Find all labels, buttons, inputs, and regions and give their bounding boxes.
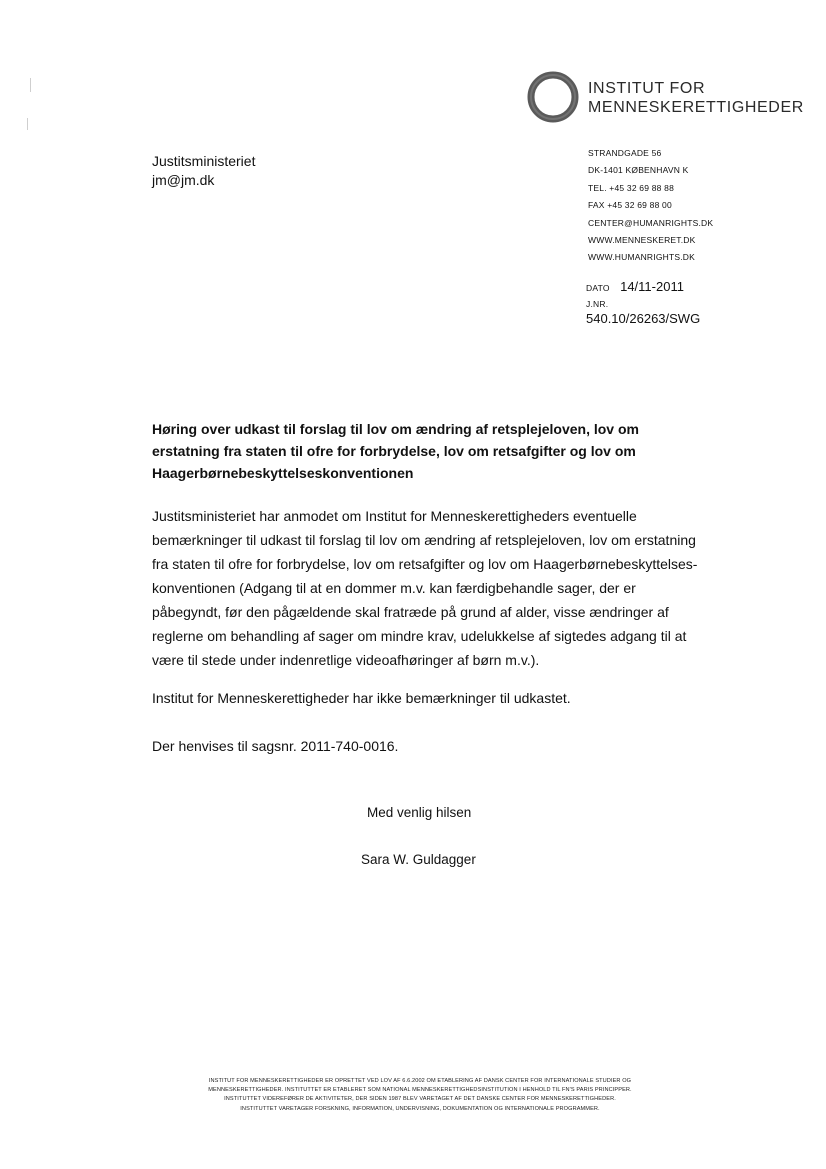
jnr-label: J.NR. xyxy=(586,299,609,309)
body-line: konventionen (Adgang til at en dommer m.v. kan færdigbehandle sager, der er xyxy=(152,580,636,596)
letter-meta xyxy=(586,278,700,326)
date-value: 14/11-2011 xyxy=(620,279,684,294)
address-fax: FAX +45 32 69 88 00 xyxy=(588,200,672,211)
body-line: påbegyndt, før den pågældende skal fratræde på grund af alder, visse ændringer af xyxy=(152,604,669,620)
logo-line-1: INSTITUT FOR xyxy=(588,80,706,97)
address-email: CENTER@HUMANRIGHTS.DK xyxy=(588,217,714,228)
sender-address-block xyxy=(588,145,713,267)
jnr-value: 540.10/26263/SWG xyxy=(586,311,701,326)
closing-salutation: Med venlig hilsen xyxy=(367,805,472,820)
footer-line: INSTITUTTET VIDEREFØRER DE AKTIVITETER, DER SIDEN 1987 BLEV VARETAGET AF DET DANSKE CENTER FOR MENNESKERETTIGHEDER. xyxy=(224,1096,616,1103)
body-line: være til stede under indenretlige videoafhøringer af børn m.v.). xyxy=(152,652,540,668)
recipient-email: jm@jm.dk xyxy=(152,172,215,188)
recipient-block xyxy=(152,152,255,190)
body-paragraph-3: Der henvises til sagsnr. 2011-740-0016. xyxy=(152,738,399,754)
footer-line: INSTITUTTET VARETAGER FORSKNING, INFORMATION, UNDERVISNING, DOKUMENTATION OG INTERNATIONALE PROGRAMMER. xyxy=(240,1105,600,1112)
date-label: DATO xyxy=(586,283,610,293)
letter-subject: Høring over udkast til forslag til lov om ændring af retsplejeloven, lov om erstatning fra staten til ofre for forbrydelse, lov om retsafgifter og lov om Haagerbørnebeskyttelseskonventionen xyxy=(152,421,639,481)
scan-artifact xyxy=(30,78,31,92)
address-phone: TEL. +45 32 69 88 88 xyxy=(588,182,674,193)
body-line: bemærkninger til udkast til forslag til lov om ændring af retsplejeloven, lov om erstatning xyxy=(152,532,696,548)
footer-line: INSTITUT FOR MENNESKERETTIGHEDER ER OPRETTET VED LOV AF 6.6.2002 OM ETABLERING AF DANSK CENTER FOR INTERNATIONALE STUDIER OG xyxy=(208,1078,632,1084)
address-city: DK-1401 KØBENHAVN K xyxy=(588,165,689,176)
recipient-name: Justitsministeriet xyxy=(152,153,256,169)
logo-ring-icon xyxy=(526,70,580,124)
scan-artifact xyxy=(27,118,28,130)
footer-legal-text xyxy=(140,1077,700,1114)
address-website-1: WWW.MENNESKERET.DK xyxy=(588,235,696,246)
body-line: reglerne om behandling af sager om mindre krav, udelukkelse af sigtedes adgang til at xyxy=(152,628,687,644)
address-website-2: WWW.HUMANRIGHTS.DK xyxy=(588,252,696,263)
address-street: STRANDGADE 56 xyxy=(588,148,662,158)
signer-name: Sara W. Guldagger xyxy=(361,852,476,867)
body-paragraph-1 xyxy=(152,504,698,672)
body-line: fra staten til ofre for forbrydelse, lov om retsafgifter og lov om Haagerbørnebeskyttelses- xyxy=(152,556,698,572)
body-paragraph-2: Institut for Menneskerettigheder har ikke bemærkninger til udkastet. xyxy=(152,690,571,706)
body-line: Justitsministeriet har anmodet om Institut for Menneskerettigheders eventuelle xyxy=(152,508,637,524)
logo-line-2: MENNESKERETTIGHEDER xyxy=(588,99,804,116)
footer-line: MENNESKERETTIGHEDER. INSTITUTTET ER ETABLERET SOM NATIONAL MENNESKERETTIGHEDSINSTITUTION I HENHOLD TIL FN'S PARIS PRINCIPPER. xyxy=(208,1087,632,1094)
institution-logo-text xyxy=(588,79,804,117)
